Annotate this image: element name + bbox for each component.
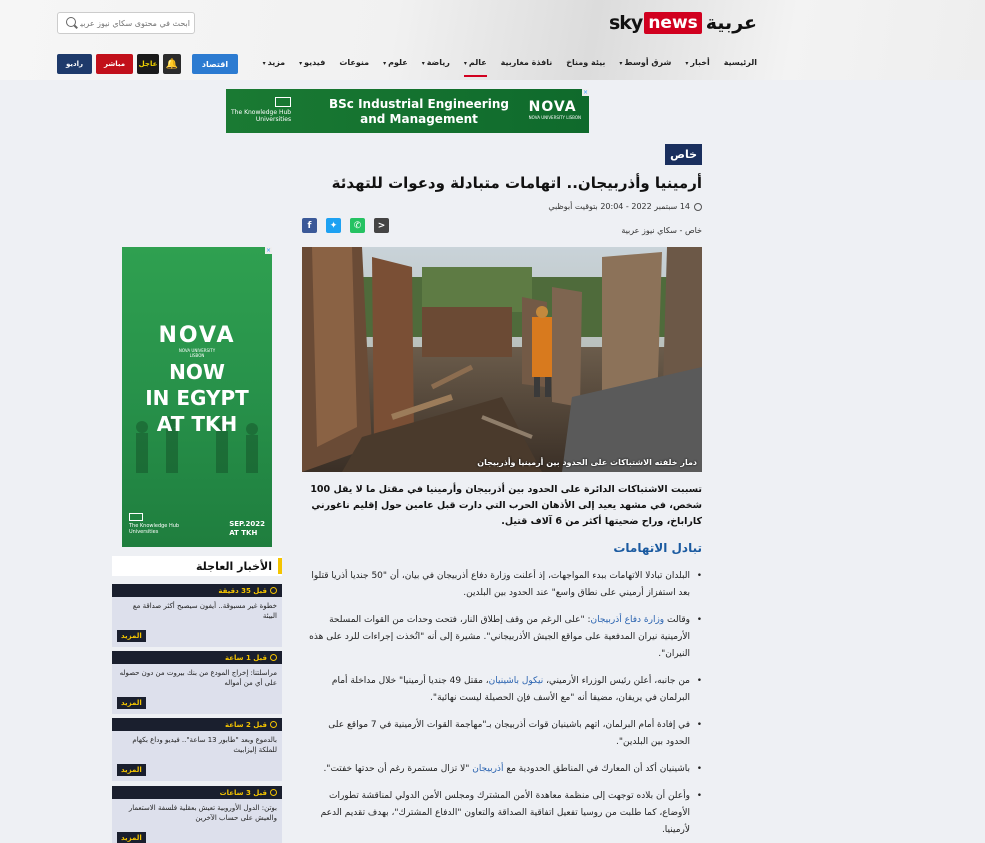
bullet-text: من جانبه، أعلن رئيس الوزراء الأرميني،	[543, 676, 690, 686]
breaking-news-card[interactable]	[112, 718, 282, 781]
knowledge-hub-logo	[231, 97, 291, 123]
news-text: بالدموع وبعد "طابور 13 ساعة".. فيديو وداع بكهام للملكة إليزابيث	[132, 736, 277, 754]
bullet-link[interactable]: نيكول باشينيان	[488, 676, 544, 686]
chevron-down-icon: ▾	[299, 60, 303, 67]
side-ad-line2: IN EGYPT	[145, 386, 249, 410]
bullet-text: ، مقتل 49 جنديا أرمينيا" خلال مداخلة أمام البرلمان في يريفان، مضيفا أنه "مع الأسف فإن الحصيلة ليست نهائية".	[331, 676, 690, 703]
breaking-news-card[interactable]	[112, 651, 282, 714]
news-text: بوتن: الدول الأوروبية تعيش بعقلية فلسفة الاستعمار والعيش على حساب الآخرين	[128, 804, 277, 822]
economy-button[interactable]: اقتصاد	[192, 54, 238, 74]
article-bullet	[302, 673, 702, 707]
chevron-down-icon: ▾	[421, 60, 425, 67]
article-kicker: خاص	[665, 144, 702, 165]
urgent-label: عاجل	[138, 60, 158, 68]
nova-sub: NOVA UNIVERSITY LISBON	[528, 115, 581, 120]
ad-headline-1: BSc Industrial Engineering	[329, 97, 509, 111]
news-text: خطوة غير مسبوقة.. أيفون سيصبح أكثر صداقة مع البيئة	[132, 602, 277, 620]
side-ad-sep2: AT TKH	[229, 529, 258, 537]
nav-item[interactable]	[501, 58, 553, 72]
news-time-text: قبل 2 ساعة	[225, 720, 267, 729]
nav-item-label: منوعات	[339, 58, 370, 67]
nav-item-label: شرق أوسط	[624, 58, 672, 67]
bullet-text: وأعلن أن بلاده توجهت إلى منظمة معاهدة الأمن المشترك ومجلس الأمن الدولي لمناقشة تطورات الأوضاع، كما طلبت من روسيا تفعيل اتفاقية الصداقة والتعاون "الدفاع المشترك"، بهدف تقديم الدعم لأرمينيا.	[320, 791, 690, 835]
nav-item-label: أخبار	[690, 58, 710, 67]
article-bullet	[302, 568, 702, 602]
side-ad[interactable]	[122, 247, 272, 547]
search-icon[interactable]	[66, 17, 76, 27]
article-lead: تسببت الاشتباكات الدائرة على الحدود بين أذربيجان وأرمينيا في مقتل ما لا يقل 100 شخص، في مشهد يعيد إلى الأذهان الحرب التي دارت قبل عامين حول إقليم ناغورني كاراباخ، وراح ضحيتها أكثر من 6 آلاف قتيل.	[310, 484, 702, 527]
share-icon[interactable]: <	[374, 218, 389, 233]
chevron-down-icon: ▾	[383, 60, 387, 67]
article-bullet	[302, 612, 702, 663]
photo-caption: دمار خلفته الاشتباكات على الحدود بين أرمينيا وأذربيجان	[477, 458, 697, 467]
nav-item[interactable]	[566, 58, 605, 72]
breaking-news-card[interactable]	[112, 584, 282, 647]
nav-item-label: مزيد	[267, 58, 286, 67]
news-time-text: قبل 1 ساعة	[225, 653, 267, 662]
ad-headline	[324, 97, 514, 127]
site-logo[interactable]	[609, 12, 757, 34]
ad-close-icon[interactable]: ×	[265, 247, 272, 254]
logo-news: news	[644, 12, 701, 34]
side-ad-headline	[122, 359, 272, 437]
nav-item[interactable]	[619, 58, 671, 72]
nav-item-label: نافذة مغاربية	[500, 58, 553, 67]
nova-logo	[529, 99, 581, 120]
side-knowledge-hub-logo	[129, 513, 179, 535]
news-time-text: قبل 3 ساعات	[219, 788, 267, 797]
news-text: مراسلتنا: إخراج المودع من بنك بيروت من دون حصوله على أي من أمواله	[119, 669, 277, 687]
article-bullet	[302, 788, 702, 839]
nav-item-label: بيئة ومناخ	[566, 58, 606, 67]
news-time-text: قبل 35 دقيقة	[218, 586, 267, 595]
bullet-text: البلدان تبادلا الاتهامات ببدء المواجهات، إذ أعلنت وزارة دفاع أذربيجان في بيان، أن "50 جنديا أذريا قتلوا بعد استفزاز أرميني على نطاق واسع" عند الحدود بين البلدين.	[311, 571, 690, 598]
breaking-news-header	[112, 556, 282, 576]
facebook-icon[interactable]: f	[302, 218, 317, 233]
bullet-link[interactable]: أذربيجان	[472, 764, 504, 774]
nav-item[interactable]	[263, 58, 286, 72]
site-header	[0, 0, 985, 80]
bullet-text: في إفادة أمام البرلمان، اتهم باشينيان قوات أذربيجان بـ"مهاجمة القوات الأرمينية في 7 مواقع على الحدود بين البلدين".	[328, 720, 690, 747]
clock-icon	[270, 654, 277, 661]
radio-button[interactable]	[57, 54, 92, 74]
side-nova-sub1: NOVA UNIVERSITY	[178, 348, 216, 353]
news-time	[112, 584, 282, 597]
more-button[interactable]: المزيد	[117, 832, 146, 843]
nav-item[interactable]	[685, 58, 709, 72]
nav-item-label: علوم	[388, 58, 408, 67]
bullet-text: وقالت	[664, 615, 690, 625]
side-kh-icon	[129, 513, 143, 521]
more-button[interactable]: المزيد	[117, 630, 146, 642]
knowledge-hub-icon	[275, 97, 291, 107]
article-subhead: تبادل الاتهامات	[613, 541, 702, 555]
kh-line2: Universities	[255, 116, 292, 123]
top-banner-ad[interactable]	[226, 89, 589, 133]
urgent-button[interactable]	[137, 54, 159, 74]
bullet-text: : "على الرغم من وقف إطلاق النار، فتحت وحدات من القوات المسلحة الأرمينية نيران المدفعية على مواقع الجيش الأذربيجاني". مشيرة إلى أنه "اتُخذت إجراءات للرد على هذه النيران".	[309, 615, 690, 659]
destruction-image	[302, 247, 702, 472]
clock-icon	[270, 789, 277, 796]
nav-item-label: رياضة	[426, 58, 450, 67]
side-ad-sep1: SEP.2022	[229, 520, 265, 528]
nav-item[interactable]	[299, 58, 325, 72]
chevron-down-icon: ▾	[685, 60, 689, 67]
side-ad-date	[229, 520, 265, 538]
chevron-down-icon: ▾	[463, 60, 467, 67]
ad-close-icon[interactable]: ×	[582, 89, 589, 96]
nav-item[interactable]	[339, 58, 369, 72]
breaking-news-card[interactable]	[112, 786, 282, 843]
clock-icon	[694, 203, 702, 211]
side-nova-logo	[122, 323, 272, 358]
nav-item-label: الرئيسية	[723, 58, 757, 67]
side-ad-line1: NOW	[169, 360, 225, 384]
nav-item[interactable]	[383, 58, 408, 72]
news-time	[112, 651, 282, 664]
nav-item-label: فيديو	[304, 58, 326, 67]
ad-headline-2: and Management	[360, 112, 478, 126]
side-nova-sub2: LISBON	[189, 353, 205, 358]
nav-item-label: عالم	[468, 58, 487, 67]
article-title: أرمينيا وأذربيجان.. اتهامات متبادلة ودعوات للتهدئة	[331, 174, 702, 192]
search-input[interactable]	[80, 16, 190, 30]
side-ad-line3: AT TKH	[156, 412, 238, 436]
bell-icon[interactable]: 🔔	[163, 54, 181, 74]
logo-arabic: عربية	[705, 12, 757, 34]
bullet-text: باشينيان أكد أن المعارك في المناطق الحدودية مع	[503, 764, 690, 774]
news-time	[112, 786, 282, 799]
article-bullet	[302, 717, 702, 751]
whatsapp-icon[interactable]: ✆	[350, 218, 365, 233]
chevron-down-icon: ▾	[619, 60, 623, 67]
chevron-down-icon: ▾	[262, 60, 266, 67]
twitter-icon[interactable]: ✦	[326, 218, 341, 233]
live-button[interactable]	[96, 54, 133, 74]
live-label: مباشر	[103, 60, 126, 68]
breaking-accent-bar	[278, 558, 282, 574]
nav-item[interactable]	[464, 58, 487, 72]
more-button[interactable]: المزيد	[117, 764, 146, 776]
clock-icon	[270, 587, 277, 594]
article-source: خاص - سكاي نيوز عربية	[621, 226, 702, 235]
more-button[interactable]: المزيد	[117, 697, 146, 709]
article-bullet	[302, 761, 702, 778]
nav-item[interactable]	[422, 58, 450, 72]
logo-sky: sky	[608, 12, 643, 34]
breaking-title: الأخبار العاجلة	[195, 559, 272, 573]
share-bar	[302, 218, 389, 233]
side-nova-brand: NOVA	[158, 323, 236, 348]
clock-icon	[270, 721, 277, 728]
article-date	[548, 202, 702, 211]
radio-label: راديو	[65, 60, 84, 68]
date-text: 14 سبتمبر 2022 - 20:04 بتوقيت أبوظبي	[548, 202, 690, 211]
bullet-link[interactable]: وزارة دفاع أذربيجان	[590, 615, 665, 625]
main-nav	[249, 58, 757, 72]
news-time	[112, 718, 282, 731]
nav-item[interactable]	[724, 58, 757, 72]
kh-line1: The Knowledge Hub	[231, 109, 292, 116]
bullet-text: "لا تزال مستمرة رغم أن حدتها خفتت".	[323, 764, 473, 774]
side-kh-line1: The Knowledge Hub	[129, 523, 180, 529]
nova-brand: NOVA	[528, 99, 577, 115]
search-box	[57, 12, 195, 34]
article-photo	[302, 247, 702, 472]
article-bullets	[302, 568, 702, 843]
nav-buttons	[57, 54, 181, 74]
side-kh-line2: Universities	[129, 529, 159, 535]
